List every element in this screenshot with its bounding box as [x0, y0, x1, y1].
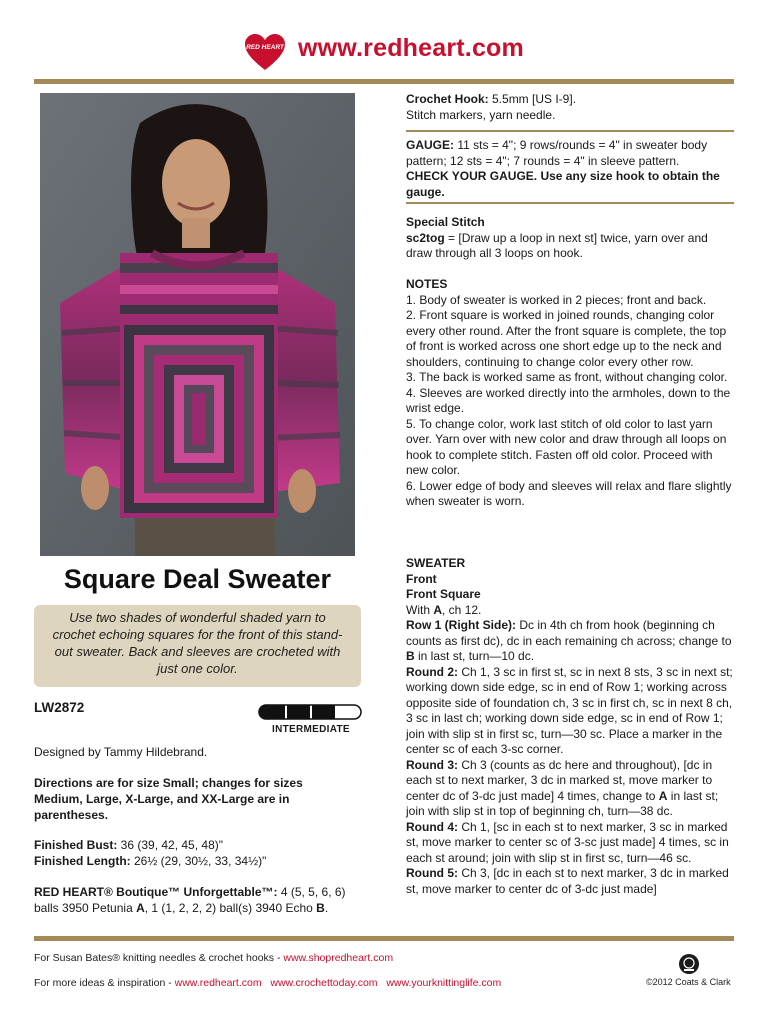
section-rule [406, 130, 734, 132]
footer-line-1 [34, 952, 393, 964]
round-label: Round 3: [406, 757, 458, 772]
coats-clark-logo [678, 953, 700, 975]
copyright: ©2012 Coats & Clark [646, 977, 731, 987]
skill-level-label: INTERMEDIATE [272, 724, 350, 735]
footer-line-2 [34, 977, 501, 989]
notes-heading: NOTES [406, 277, 448, 291]
text: Ch 3, [dc in each st to next marker, 3 dc in marked st, move marker to center dc of 3-dc just made] [406, 866, 729, 896]
round-label: Round 5: [406, 866, 458, 880]
yourknittinglife-link[interactable]: www.yourknittinglife.com [386, 977, 502, 989]
text: , ch 12. [442, 602, 482, 617]
finished-bust-label: Finished Bust: [34, 838, 118, 852]
gauge-label: GAUGE: [406, 138, 454, 152]
color-b: B [406, 649, 415, 663]
special-stitch-heading: Special Stitch [406, 215, 485, 229]
yarn-label: RED HEART® Boutique™ Unforgettable™: [34, 885, 278, 899]
text: Ch 1, [sc in each st to next marker, 3 sc in marked st, move marker to center sc of 3-sc just made] 4 times, sc in each st around; join with slip st in first sc, turn—46 sc. [406, 819, 729, 865]
sweater-instructions [406, 556, 736, 897]
round-4 [406, 820, 736, 867]
yarn-a: A [136, 901, 145, 915]
notes [406, 277, 736, 510]
text: Ch 3 (counts as dc here and throughout), [dc in each st to next marker, 3 dc in marked st, move marker to center dc of 3-dc just made] 4 times, change to [406, 757, 713, 803]
color-a: A [658, 788, 668, 803]
gauge-check: CHECK YOUR GAUGE. Use any size hook to obtain the gauge. [406, 169, 720, 199]
gauge [406, 138, 736, 200]
round-5 [406, 866, 736, 897]
section-rule [406, 202, 734, 204]
note-item: 6. Lower edge of body and sleeves will relax and flare slightly when sweater is worn. [406, 478, 732, 508]
note-item: 4. Sleeves are worked directly into the armholes, down to the wrist edge. [406, 385, 731, 415]
front-square-heading: Front Square [406, 587, 481, 601]
round-label: Round 4: [406, 819, 458, 834]
hook-label: Crochet Hook: [406, 92, 489, 106]
special-stitch-term: sc2tog [406, 230, 445, 245]
sweater-photo [40, 93, 355, 556]
header-rule [34, 79, 734, 84]
shop-link[interactable]: www.shopredheart.com [283, 952, 394, 964]
designer-credit: Designed by Tammy Hildebrand. [34, 745, 208, 759]
site-url[interactable]: www.redheart.com [298, 34, 524, 62]
note-item: 1. Body of sweater is worked in 2 pieces; front and back. [406, 292, 707, 307]
finished-bust-value: 36 (39, 42, 45, 48)" [117, 838, 224, 852]
hook-value: 5.5mm [US I-9]. [488, 92, 577, 106]
gauge-text: 11 sts = 4"; 9 rows/rounds = 4" in sweater body pattern; 12 sts = 4"; 7 rounds = 4" in sleeve pattern. [406, 138, 708, 168]
skill-level-meter [258, 704, 362, 720]
text: in last st; join with slip st in top of beginning ch, turn—38 dc. [406, 788, 719, 818]
start-instruction [406, 603, 736, 619]
footer-text: For Susan Bates® knitting needles & crochet hooks - [34, 952, 284, 964]
size-note: Directions are for size Small; changes for sizes Medium, Large, X-Large, and XX-Large are in parentheses. [34, 776, 303, 822]
finished-length [34, 853, 364, 869]
footer-text: For more ideas & inspiration - [34, 977, 175, 989]
notions: Stitch markers, yarn needle. [406, 107, 556, 122]
color-a: A [433, 602, 443, 617]
finished-length-label: Finished Length: [34, 854, 131, 868]
text: Ch 1, 3 sc in first st, sc in next 8 sts, 3 sc in next st; working down side edge, sc in end of Row 1; working across opposite side of foundation ch, 3 sc in first ch, sc in next 8 ch, 3 sc in last ch; working down side edge, sc in end of Row 1; join with slip st in first sc, turn—30 sc. Place a marker in the center sc of each 3-sc corner. [406, 664, 733, 756]
yarn-value: balls 3950 Petunia [34, 901, 137, 915]
sweater-heading: SWEATER [406, 556, 466, 570]
text: in last st, turn—10 dc. [414, 649, 535, 663]
text: Dc in 4th ch from hook (beginning ch counts as first dc), dc in each remaining ch across; change to [406, 618, 732, 648]
note-item: 5. To change color, work last stitch of old color to last yarn over. Yarn over with new color and draw through all loops on hook to complete stitch. Fasten off old color. Proceed with new color. [406, 416, 727, 477]
yarn-b: B [316, 901, 325, 915]
finished-bust [34, 837, 364, 853]
pattern-title: Square Deal Sweater [63, 564, 332, 594]
note-item: 2. Front square is worked in joined rounds, changing color every other round. After the front square is complete, the top of front is worked across one short edge up to the neck and shoulders, continuing to change color every other row. [406, 308, 727, 369]
row-1 [406, 618, 736, 665]
logo-text: RED HEART [246, 44, 284, 51]
yarn-value: . [324, 901, 329, 915]
text: With [406, 602, 434, 617]
yarn-value: , 1 (1, 2, 2, 2) ball(s) 3940 Echo [144, 901, 317, 915]
special-stitch [406, 215, 736, 262]
note-item: 3. The back is worked same as front, without changing color. [406, 370, 728, 384]
yarn-requirements [34, 884, 364, 916]
redheart-link[interactable]: www.redheart.com [174, 977, 262, 989]
row-label: Row 1 (Right Side): [406, 618, 516, 632]
front-heading: Front [406, 571, 437, 586]
yarn-value: 4 (5, 5, 6, 6) [277, 885, 346, 899]
finished-length-value: 26½ (29, 30½, 33, 34½)" [130, 854, 267, 868]
footer-rule [34, 936, 734, 941]
red-heart-logo [244, 34, 286, 72]
intro-text: Use two shades of wonderful shaded yarn to crochet echoing squares for the front of this stand-out sweater. Back and sleeves are crocheted with just one color. [52, 610, 343, 676]
round-label: Round 2: [406, 664, 458, 679]
crochettoday-link[interactable]: www.crochettoday.com [270, 977, 378, 989]
special-stitch-definition: = [Draw up a loop in next st] twice, yarn over and draw through all 3 loops on hook. [406, 230, 708, 260]
pattern-code: LW2872 [34, 700, 85, 715]
round-3 [406, 758, 736, 820]
round-2 [406, 665, 736, 758]
crochet-hook [406, 92, 736, 123]
